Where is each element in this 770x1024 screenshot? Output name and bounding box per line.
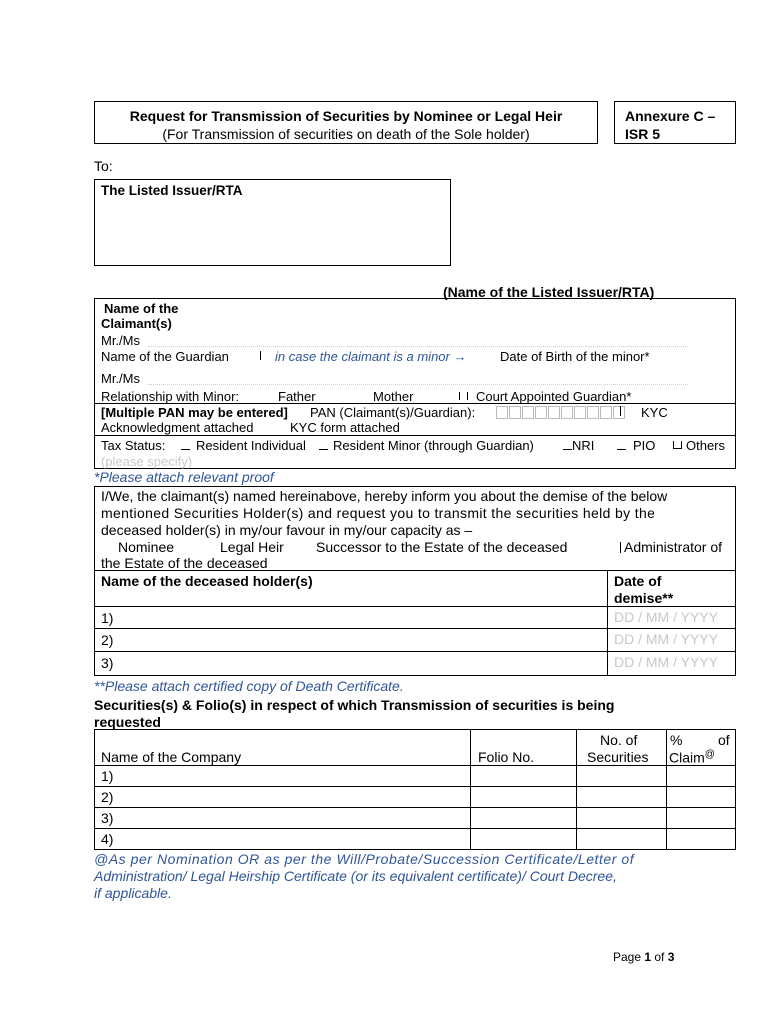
- pan-label: PAN (Claimant(s)/Guardian):: [310, 405, 476, 420]
- col-claim-sup: @: [704, 749, 715, 760]
- tax-status-label: Tax Status:: [101, 438, 166, 453]
- tax-resident-minor-checkbox[interactable]: [319, 443, 328, 450]
- securities-heading-2: requested: [94, 714, 161, 730]
- relationship-mother[interactable]: Mother: [373, 389, 414, 404]
- tax-resident-minor[interactable]: Resident Minor (through Guardian): [333, 438, 534, 453]
- to-label: To:: [94, 158, 113, 174]
- declaration-line-3: deceased holder(s) in my/our favour in my/our capacity as –: [101, 522, 473, 538]
- footnote-line-2: Administration/ Legal Heirship Certificate (or its equivalent certificate)/ Court Decree,: [94, 868, 617, 884]
- securities-row-num: 3): [101, 810, 114, 826]
- kyc-form-attached[interactable]: KYC form attached: [290, 420, 400, 435]
- annexure-number: ISR 5: [625, 126, 661, 142]
- tax-nri-checkbox[interactable]: [563, 443, 572, 450]
- capacity-administrator[interactable]: Administrator of: [624, 539, 723, 555]
- tax-nri[interactable]: NRI: [572, 438, 595, 453]
- securities-row-num: 2): [101, 789, 114, 805]
- attach-proof-note: *Please attach relevant proof: [94, 469, 274, 485]
- deceased-row-num: 3): [101, 655, 114, 671]
- deceased-row-num: 1): [101, 610, 114, 626]
- deceased-row-date[interactable]: DD / MM / YYYY: [614, 609, 718, 625]
- ack-attached-label: Acknowledgment attached: [101, 420, 254, 435]
- deceased-row-date[interactable]: DD / MM / YYYY: [614, 654, 718, 670]
- relationship-court-guardian[interactable]: Court Appointed Guardian*: [476, 389, 632, 404]
- tax-resident-individual-checkbox[interactable]: [181, 443, 190, 450]
- guardian-mr-ms[interactable]: Mr./Ms: [101, 371, 140, 386]
- tax-pio[interactable]: PIO: [633, 438, 656, 453]
- capacity-administrator-cont: the Estate of the deceased: [101, 555, 268, 571]
- page-total: 3: [667, 950, 675, 964]
- tax-pio-checkbox[interactable]: [617, 443, 626, 450]
- securities-table: [94, 729, 736, 850]
- capacity-successor[interactable]: Successor to the Estate of the deceased: [316, 539, 568, 555]
- col-no-of-header: No. of: [600, 732, 638, 748]
- court-guardian-checkbox[interactable]: [459, 392, 468, 400]
- col-securities-header: Securities: [587, 749, 649, 765]
- form-title: Request for Transmission of Securities by Nominee or Legal Heir: [129, 108, 563, 124]
- col-pct-header: %: [670, 732, 683, 748]
- kyc-checkbox[interactable]: [620, 406, 621, 416]
- col-company-header: Name of the Company: [101, 749, 242, 765]
- footnote-line-1: @As per Nomination OR as per the Will/Probate/Succession Certificate/Letter of: [94, 851, 635, 867]
- pan-input-boxes[interactable]: [495, 404, 625, 419]
- form-subtitle: (For Transmission of securities on death of the Sole holder): [162, 126, 530, 142]
- deceased-row-date[interactable]: DD / MM / YYYY: [614, 631, 718, 647]
- relationship-father[interactable]: Father: [278, 389, 316, 404]
- page-current: 1: [644, 950, 652, 964]
- guardian-name-line: [148, 384, 688, 385]
- guardian-note: in case the claimant is a minor →: [275, 349, 467, 364]
- securities-heading-1: Securities(s) & Folio(s) in respect of which Transmission of securities is being: [94, 697, 615, 713]
- date-of-demise-header-1: Date of: [614, 573, 662, 589]
- relationship-label: Relationship with Minor:: [101, 389, 240, 404]
- col-folio-header: Folio No.: [478, 749, 535, 765]
- issuer-name-caption: (Name of the Listed Issuer/RTA): [443, 284, 655, 300]
- claimant-name-line: [148, 346, 688, 347]
- claimant-name-label-1: Name of the: [104, 301, 179, 316]
- securities-row-num: 4): [101, 831, 114, 847]
- claimant-name-label-2: Claimant(s): [101, 316, 172, 331]
- page-number: [613, 950, 674, 964]
- securities-row-num: 1): [101, 768, 114, 784]
- col-claim-text: Claim: [669, 749, 705, 766]
- issuer-box-label: The Listed Issuer/RTA: [101, 183, 243, 198]
- deceased-row-num: 2): [101, 632, 114, 648]
- death-certificate-note: **Please attach certified copy of Death Certificate.: [94, 678, 404, 694]
- date-of-demise-header-2: demise**: [614, 590, 674, 606]
- footnote-line-3: if applicable.: [94, 885, 172, 901]
- guardian-marker: [260, 351, 261, 360]
- tax-others-checkbox[interactable]: [673, 441, 682, 449]
- multiple-pan-note: [Multiple PAN may be entered]: [101, 405, 288, 420]
- tax-resident-individual[interactable]: Resident Individual: [196, 438, 306, 453]
- guardian-label: Name of the Guardian: [101, 349, 229, 364]
- declaration-line-1: I/We, the claimant(s) named hereinabove, hereby inform you about the demise of the below: [101, 488, 668, 504]
- page-of: of: [651, 950, 668, 964]
- dob-minor-label: Date of Birth of the minor*: [500, 349, 650, 364]
- capacity-nominee[interactable]: Nominee: [118, 539, 175, 555]
- tax-others[interactable]: Others: [686, 438, 726, 453]
- deceased-name-header: Name of the deceased holder(s): [101, 573, 313, 589]
- kyc-label: KYC: [641, 405, 668, 420]
- claimant-mr-ms[interactable]: Mr./Ms: [101, 333, 140, 348]
- please-specify-hint[interactable]: (please specify): [101, 454, 193, 469]
- page-prefix: Page: [613, 950, 645, 964]
- administrator-checkbox[interactable]: [620, 542, 621, 553]
- declaration-line-2: mentioned Securities Holder(s) and request you to transmit the securities held by the: [101, 505, 656, 521]
- col-claim-header: [669, 749, 715, 766]
- capacity-legal-heir[interactable]: Legal Heir: [220, 539, 284, 555]
- col-of-header: of: [718, 732, 730, 748]
- annexure-label: Annexure C –: [625, 108, 716, 124]
